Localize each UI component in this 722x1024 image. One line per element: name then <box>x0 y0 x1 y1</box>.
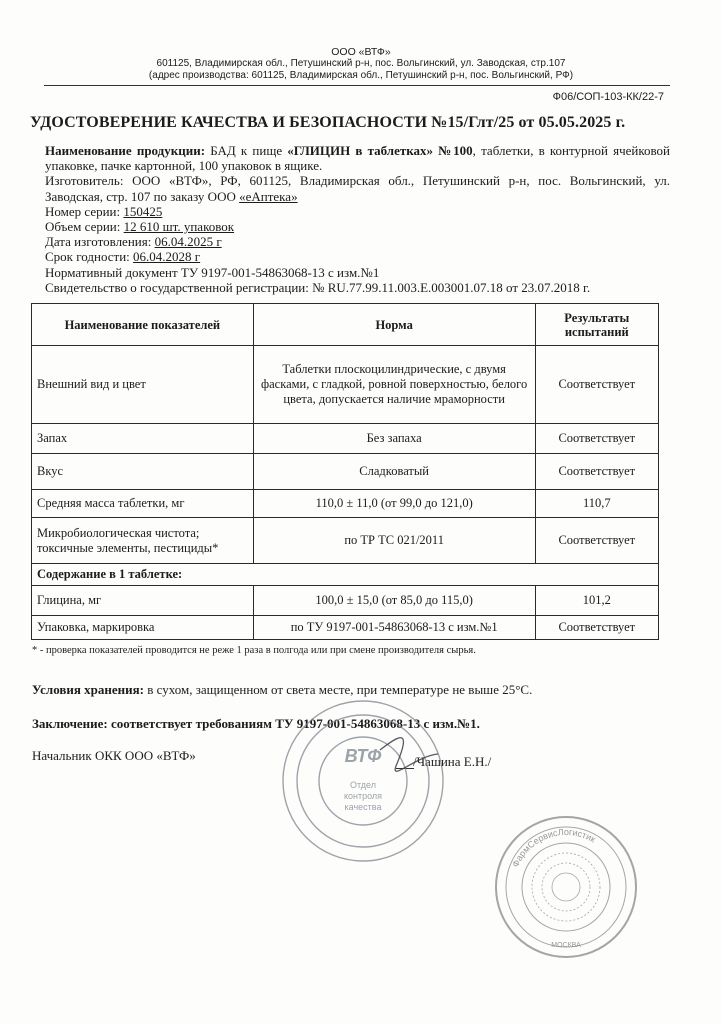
table-subheader-row <box>32 564 659 586</box>
manufacturer-label: Изготовитель: <box>45 173 124 189</box>
row-indicator: Внешний вид и цвет <box>32 346 254 424</box>
company-name: ООО «ВТФ» <box>331 46 391 58</box>
manufacture-date-value: 06.04.2025 г <box>154 234 222 250</box>
storage-text: в сухом, защищенном от света месте, при температуре не выше 25°С. <box>147 682 533 697</box>
series-value: 150425 <box>123 203 163 219</box>
volume-value: 12 610 шт. упаковок <box>123 219 235 235</box>
company-address: 601125, Владимирская обл., Петушинский р-н, пос. Вольгинский, ул. Заводская, стр.107 <box>156 58 566 69</box>
storage-label: Условия хранения: <box>32 682 145 697</box>
volume-line <box>45 219 670 234</box>
stamp-ring-text: ФармСервисЛогистик <box>510 826 598 869</box>
product-info <box>45 143 670 295</box>
expiry-value: 06.04.2028 г <box>133 249 201 265</box>
row-result: Соответствует <box>535 454 658 490</box>
content-subheader: Содержание в 1 таблетке: <box>32 564 659 586</box>
company-header <box>0 46 722 82</box>
volume-label: Объем серии: <box>45 219 121 235</box>
svg-text:ФармСервисЛогистик <box>510 827 597 869</box>
series-line <box>45 204 670 219</box>
production-address: (адрес производства: 601125, Владимирская обл., Петушинский р-н, пос. Вольгинский, РФ) <box>148 70 574 81</box>
row-norm: Сладковатый <box>253 454 535 490</box>
row-indicator: Упаковка, маркировка <box>32 616 254 640</box>
stamp-line1: Отдел <box>349 780 377 790</box>
header-norm: Норма <box>253 304 535 346</box>
table-row <box>32 454 659 490</box>
product-line <box>45 143 670 173</box>
quality-table <box>31 303 659 640</box>
stamp-line3: качества <box>344 802 382 812</box>
manufacture-date-label: Дата изготовления: <box>45 234 152 250</box>
row-norm: Таблетки плоскоцилиндрические, с двумя фасками, с гладкой, ровной поверхностью, белого цвета, допускается наличие мраморности <box>253 346 535 424</box>
table-row <box>32 616 659 640</box>
table-row <box>32 586 659 616</box>
row-indicator: Средняя масса таблетки, мг <box>32 490 254 518</box>
conclusion: Заключение: соответствует требованиям ТУ 9197-001-54863068-13 с изм.№1. <box>32 716 480 731</box>
manufacturer-line <box>45 173 670 203</box>
pharm-stamp-icon <box>492 813 640 961</box>
row-indicator: Микробиологическая чистота; токсичные элементы, пестициды* <box>32 518 254 564</box>
signer-position: Начальник ОКК ООО «ВТФ» <box>32 748 196 763</box>
row-result: Соответствует <box>535 518 658 564</box>
header-indicator: Наименование показателей <box>32 304 254 346</box>
table-row <box>32 346 659 424</box>
manufacture-date-line <box>45 234 670 249</box>
row-indicator: Глицина, мг <box>32 586 254 616</box>
series-label: Номер серии: <box>45 203 121 219</box>
table-row <box>32 518 659 564</box>
table-row <box>32 490 659 518</box>
document-code: Ф06/СОП-103-КК/22-7 <box>552 91 664 103</box>
product-prefix: БАД к пище <box>210 143 283 158</box>
row-norm: 110,0 ± 11,0 (от 99,0 до 121,0) <box>253 490 535 518</box>
header-result: Результаты испытаний <box>535 304 658 346</box>
footnote: * - проверка показателей проводится не реже 1 раза в полгода или при смене производителя сырья. <box>32 645 476 656</box>
row-result: 110,7 <box>535 490 658 518</box>
expiry-line <box>45 249 670 264</box>
row-result: Соответствует <box>535 346 658 424</box>
registration-line: Свидетельство о государственной регистрации: № RU.77.99.11.003.Е.003001.07.18 от 23.07.2018 г. <box>45 279 591 295</box>
stamp-logo-text: ВТФ <box>344 746 382 766</box>
manufacturer-text: ООО «ВТФ», РФ, 601125, Владимирская обл., Петушинский р-н, пос. Вольгинский, ул. Заводская, стр. 107 по заказу ООО <box>45 173 671 204</box>
row-result: 101,2 <box>535 586 658 616</box>
document-title: УДОСТОВЕРЕНИЕ КАЧЕСТВА И БЕЗОПАСНОСТИ №15/Глт/25 от 05.05.2025 г. <box>30 114 626 131</box>
row-indicator: Запах <box>32 424 254 454</box>
product-suffix: , таблетки, в контурной ячейковой упаковке, пачке картонной, 100 упаковок в ящике. <box>45 143 671 174</box>
manufacturer-client: «еАптека» <box>239 188 298 204</box>
row-result: Соответствует <box>535 424 658 454</box>
row-norm: по ТР ТС 021/2011 <box>253 518 535 564</box>
otk-stamp-icon <box>278 696 448 866</box>
header-divider <box>44 85 670 86</box>
row-norm: Без запаха <box>253 424 535 454</box>
row-norm: 100,0 ± 15,0 (от 85,0 до 115,0) <box>253 586 535 616</box>
stamp-line2: контроля <box>343 791 383 801</box>
row-norm: по ТУ 9197-001-54863068-13 с изм.№1 <box>253 616 535 640</box>
product-name: «ГЛИЦИН в таблетках» №100 <box>287 143 473 158</box>
expiry-label: Срок годности: <box>45 249 130 265</box>
product-label: Наименование продукции: <box>45 143 206 158</box>
signature-scribble <box>380 738 438 771</box>
normative-line: Нормативный документ ТУ 9197-001-54863068-13 с изм.№1 <box>45 264 380 280</box>
stamp-city: МОСКВА <box>551 942 581 949</box>
table-header-row <box>32 304 659 346</box>
row-result: Соответствует <box>535 616 658 640</box>
row-indicator: Вкус <box>32 454 254 490</box>
signer-name: /Чашина Е.Н./ <box>413 754 492 769</box>
table-row <box>32 424 659 454</box>
